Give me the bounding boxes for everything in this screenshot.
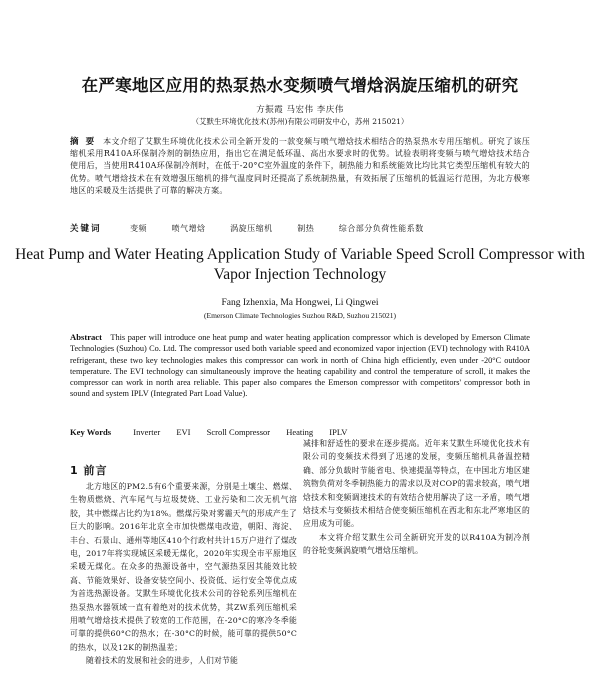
keyword-en: Heating — [286, 427, 314, 437]
keyword-cn: 制热 — [297, 224, 315, 233]
abstract-en — [70, 332, 530, 400]
abstract-text-en: This paper will introduce one heat pump and water heating application compressor which is developed by Emerson Climate Technologies (Suzhou) Co. Ltd. The compressor used both variable speed and economized vapor injection (EVI) technology with R410A refrigerant, these two key technologies makes this compressor can work in north of China high efficiently, even under -20°C outdoor temperature. The EVI technology can simultaneously improve the heating capability and control the temperature of scroll, it makes the compressor can work in north area reliable. This paper also compares the Emerson compressor with competitors' compressor both in sound and system IPLV (Integrated Part Load Value). — [70, 333, 530, 399]
body-paragraph: 减排和舒适性的要求在逐步提高。近年来艾默生环境优化技术有限公司的变频技术得到了迅速的发展，变频压缩机具备温控精确、部分负载时节能省电、快速提温等特点，在中国北方地区建筑物负荷对冬季制热能力的需求以及对COP的需求较高，喷气增焓技术和变频调速技术的有效结合使用解决了这一矛盾，喷气增焓技术与变频技术相结合使变频压缩机在西北和东北严寒地区的应用成为可能。 — [303, 439, 530, 529]
keywords-label-cn: 关键词 — [70, 224, 102, 234]
body-paragraph: 北方地区的PM2.5有6个重要来源，分别是土壤尘、燃煤、生物质燃烧、汽车尾气与垃圾焚烧、工业污染和二次无机气溶胶，其中燃煤占比约为18%。燃煤污染对雾霾天气的形成产生了巨大的影响。2016年北京全市加快燃煤电改造，朝阳、海淀、丰台、石景山、通州等地区410个行政村共计15万户进行了煤改电，2017年将实现城区采暖无煤化，2020年实现全市平原地区采暖无煤化。在众多的热源设备中，空气源热泵因其能效比较高、节能效果好、设备安装空间小、投资低、运行安全等优点成为首选热源设备。艾默生环境优化技术公司的谷轮系列压缩机在热泵热水器领域一直有着绝对的技术优势，其ZW系列压缩机采用喷气增焓技术提供了较宽的工作范围，在-20°C的寒冷冬季能可靠的提供60°C的热水；在-30°C的时候，能可靠的提供50°C的热水，以及12K的制热温差； — [70, 482, 297, 652]
body-paragraph: 本文将介绍艾默生公司全新研究开发的以R410A为制冷剂的谷轮变频涡旋喷气增焓压缩机。 — [303, 532, 530, 556]
keyword-cn: 综合部分负荷性能系数 — [338, 224, 424, 233]
abstract-text-cn: 本文介绍了艾默生环境优化技术公司全新开发的一款变频与喷气增焓技术相结合的热泵热水专用压缩机。研究了该压缩机采用R410A环保制冷剂的制热应用，指出它在满足低环温、高出水要求时的优势。试验表明将变频与喷气增焓技术结合使用后，当使用R410A环保制冷剂时，在低于-20°C室外温度的条件下，制热能力和系统能效比均比其它类型压缩机有较大的优势。喷气增焓技术在有效增强压缩机的排气温度同时还提高了系统制热量，有效拓展了压缩机的低温运行范围，为北方极寒地区的采暖及生活提供了可靠的解决方案。 — [70, 137, 531, 195]
abstract-label-cn: 摘 要 — [70, 137, 97, 147]
keyword-en: IPLV — [329, 427, 348, 437]
affiliation-cn: （艾默生环境优化技术(苏州)有限公司研发中心，苏州 215021） — [191, 117, 409, 126]
keyword-cn: 涡旋压缩机 — [230, 224, 273, 233]
keywords-label-en: Key Words — [70, 427, 112, 437]
keyword-en: EVI — [176, 427, 191, 437]
body-column-right — [303, 437, 530, 558]
paper-title-en: Heat Pump and Water Heating Application Study of Variable Speed Scroll Compressor with Vapor Injection Technology — [15, 246, 585, 283]
paper-title-cn: 在严寒地区应用的热泵热水变频喷气增焓涡旋压缩机的研究 — [81, 76, 519, 95]
authors-en: Fang Izhenxia, Ma Hongwei, Li Qingwei — [221, 298, 379, 308]
keywords-cn — [70, 222, 530, 234]
body-paragraph: 随着技术的发展和社会的进步，人们对节能 — [86, 656, 238, 666]
keyword-en: Scroll Compressor — [206, 427, 271, 437]
keywords-en — [70, 427, 347, 437]
section-heading-intro: 1 前言 — [70, 464, 108, 477]
authors-cn: 方振霞 马宏伟 李庆伟 — [256, 105, 344, 115]
keyword-cn: 喷气增焓 — [171, 224, 206, 233]
abstract-cn — [70, 136, 530, 197]
body-column-left — [70, 480, 297, 668]
abstract-label-en: Abstract — [70, 332, 102, 342]
keyword-en: Inverter — [133, 427, 161, 437]
affiliation-en: (Emerson Climate Technologies Suzhou R&D, Suzhou 215021) — [203, 311, 397, 320]
keyword-cn: 变频 — [130, 224, 148, 233]
